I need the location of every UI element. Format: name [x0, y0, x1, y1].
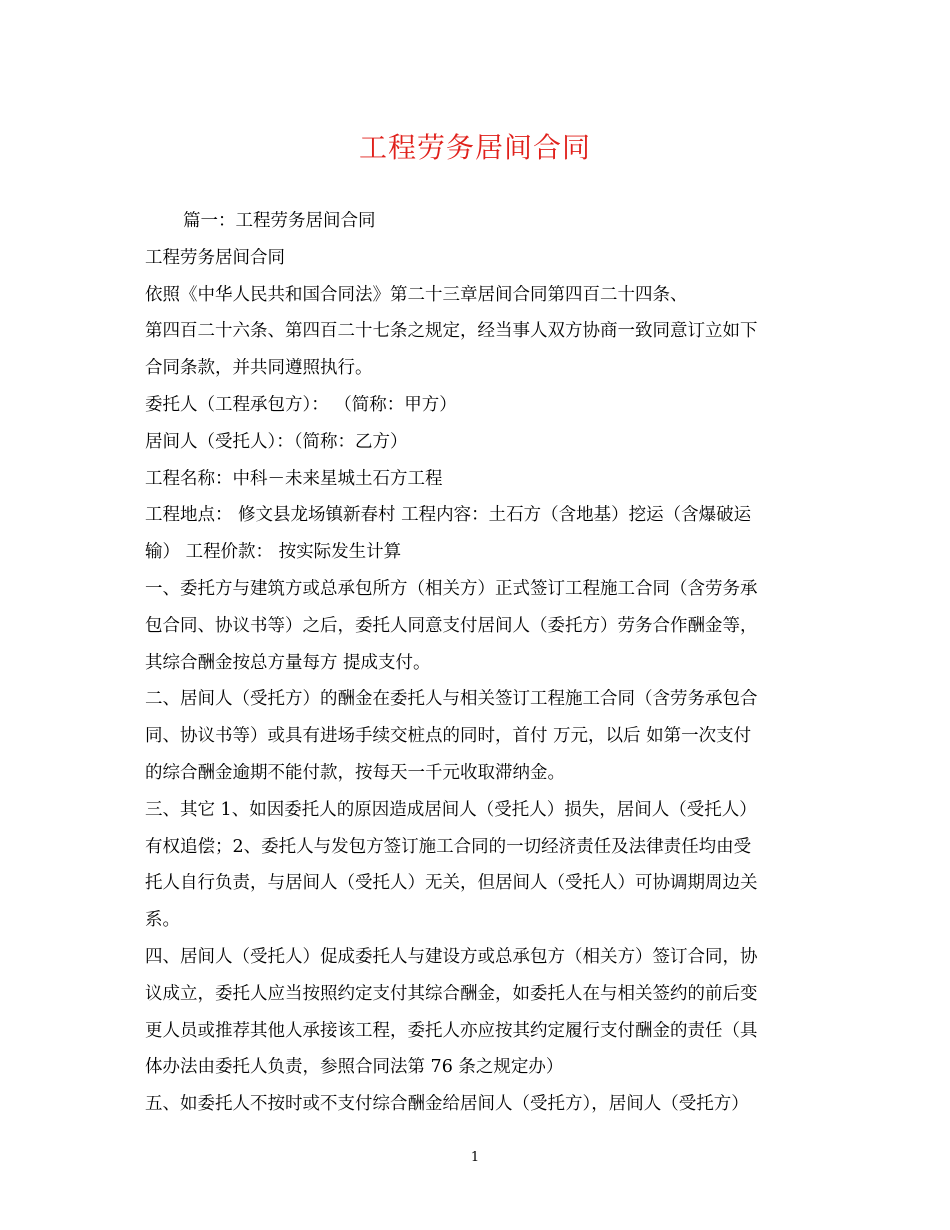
clause-4-line: 四、居间人（受托人）促成委托人与建设方或总承包方（相关方）签订合同，协 — [145, 946, 758, 967]
clause-3-line: 三、其它 1、如因委托人的原因造成居间人（受托人）损失，居间人（受托人） — [145, 799, 757, 820]
body-line: 依照《中华人民共和国合同法》第二十三章居间合同第四百二十四条、 — [145, 284, 688, 305]
project-location-line: 工程地点： 修文县龙场镇新春村 工程内容：土石方（含地基）挖运（含爆破运 — [145, 505, 752, 526]
party-b-line: 居间人（受托人）：（简称：乙方） — [145, 431, 408, 452]
document-title: 工程劳务居间合同 — [358, 131, 591, 164]
clause-5-line: 五、如委托人不按时或不支付综合酬金给居间人（受托方），居间人（受托方） — [145, 1094, 749, 1115]
party-a-line: 委托人（工程承包方）： （简称：甲方） — [145, 394, 457, 415]
clause-3-line: 托人自行负责，与居间人（受托人）无关，但居间人（受托人）可协调期周边关 — [145, 873, 758, 894]
clause-2-line: 二、居间人（受托方）的酬金在委托人与相关签订工程施工合同（含劳务承包合 — [145, 689, 758, 710]
section-heading: 篇一：工程劳务居间合同 — [183, 211, 376, 231]
body-line: 合同条款，并共同遵照执行。 — [145, 358, 373, 379]
clause-4-line: 议成立，委托人应当按照约定支付其综合酬金，如委托人在与相关签约的前后变 — [145, 983, 758, 1004]
clause-3-line: 有权追偿；2、委托人与发包方签订施工合同的一切经济责任及法律责任均由受 — [145, 836, 752, 857]
clause-3-line: 系。 — [145, 910, 180, 931]
project-name-line: 工程名称：中科－未来星城土石方工程 — [145, 468, 443, 489]
clause-1-line: 其综合酬金按总方量每方 提成支付。 — [145, 652, 431, 673]
body-line: 输） 工程价款： 按实际发生计算 — [145, 542, 402, 563]
clause-4-line: 更人员或推荐其他人承接该工程，委托人亦应按其约定履行支付酬金的责任（具 — [145, 1020, 758, 1041]
document-body — [145, 203, 810, 1123]
clause-4-line: 体办法由委托人负责，参照合同法第 76 条之规定办） — [145, 1057, 564, 1078]
contract-name: 工程劳务居间合同 — [145, 247, 285, 268]
clause-2-line: 的综合酬金逾期不能付款，按每天一千元收取滞纳金。 — [145, 762, 565, 783]
clause-2-line: 同、协议书等）或具有进场手续交桩点的同时，首付 万元，以后 如第一次支付 — [145, 726, 752, 747]
clause-1-line: 一、委托方与建筑方或总承包所方（相关方）正式签订工程施工合同（含劳务承 — [145, 578, 758, 599]
body-line: 第四百二十六条、第四百二十七条之规定，经当事人双方协商一致同意订立如下 — [145, 321, 758, 342]
page-number: 1 — [470, 1150, 480, 1165]
clause-1-line: 包合同、协议书等）之后，委托人同意支付居间人（委托方）劳务合作酬金等， — [145, 615, 758, 636]
